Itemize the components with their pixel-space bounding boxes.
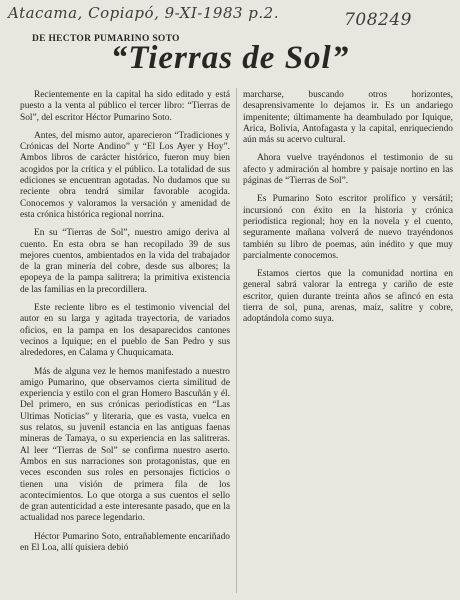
paragraph: Este reciente libro es el testimonio vivencial del autor en su larga y agitada trayectoria, de variados oficios, en la pampa en los desaparecidos cantones vecinos a Iquique; en el pueblo de San Pedro y sus alrededores, en Calama y Chuquicamata. <box>20 303 230 359</box>
paragraph: Estamos ciertos que la comunidad nortina en general sabrá valorar la entrega y cariño de este escritor, quien durante treinta años se afincó en esta tierra de sol, puna, arenas, maíz, salitre y cobre, adoptándola como suya. <box>243 269 453 325</box>
byline: DE HECTOR PUMARINO SOTO <box>32 34 180 44</box>
column-divider <box>236 88 237 593</box>
paragraph: marcharse, buscando otros horizontes, desaprensivamente lo dejamos ir. Es un andariego impenitente; últimamente ha deambulado por Iquique, Arica, Bolivia, Antofagasta y la capital, enriqueciendo aún más su acervo cultural. <box>243 90 453 146</box>
paragraph: Ahora vuelve trayéndonos el testimonio de su afecto y admiración al hombre y paisaje nortino en las páginas de “Tierras de Sol”. <box>243 153 453 187</box>
paragraph: En su “Tierras de Sol”, nuestro amigo deriva al cuento. En esta obra se han recopilado 39 de sus mejores cuentos, ambientados en la vida del trabajador de la gran minería del cobre, desde sus albores; la epopeya de la pampa salitrera; la primitiva existencia de las familias en la precordillera. <box>20 228 230 295</box>
right-column <box>243 90 453 333</box>
article-title: “Tierras de Sol” <box>110 40 350 76</box>
handwritten-source-note: Atacama, Copiapó, 9-XI-1983 p.2. <box>8 4 279 22</box>
left-column <box>20 90 230 561</box>
paragraph: Más de alguna vez le hemos manifestado a nuestro amigo Pumarino, que observamos cierta similitud de experiencia y estilo con el gran Homero Bascuñán y él. Del primero, en sus crónicas periodísticas en “Las Ultimas Noticias” y literaria, que es vasta, vuelca en sus relatos, su juvenil estancia en las antiguas faenas mineras de Tamaya, o su experiencia en las salitreras. Al leer “Tierras de Sol” se confirma nuestro aserto. Ambos en sus narraciones son protagonistas, que en veces esconden sus roles en personajes ficticios o tienen una visión de primera fila de los acontecimientos. Lo que otorga a sus cuentos el sello de gran autenticidad a este interesante pasado, que en la actualidad nos parece legendario. <box>20 366 230 524</box>
paragraph: Es Pumarino Soto escritor prolífico y versátil; incursionó con éxito en la historia y crónica periodística regional; hoy en la novela y el cuento, seguramente mañana volverá de nuevo trayéndonos también su libro de poemas, aún inédito y que muy parcialmente conocemos. <box>243 194 453 261</box>
paragraph: Antes, del mismo autor, aparecieron “Tradiciones y Crónicas del Norte Andino” y “El Los Ayer y Hoy”. Ambos libros de carácter histórico, fueron muy bien acogidos por la crítica y el público. La totalidad de sus ediciones se encuentran agotadas. No dudamos que su reciente obra tendrá similar favorable acogida. Conocemos y valoramos la versación y amenidad de esta crónica histórica regional norrina. <box>20 130 230 220</box>
paragraph: Recientemente en la capital ha sido editado y está puesto a la venta al público el tercer libro: “Tierras de Sol”, del escritor Héctor Pumarino Soto. <box>20 90 230 123</box>
paragraph: Héctor Pumarino Soto, entrañablemente encariñado en El Loa, allí quisiera debió <box>20 531 230 553</box>
handwritten-catalog-number: 708249 <box>344 10 412 30</box>
